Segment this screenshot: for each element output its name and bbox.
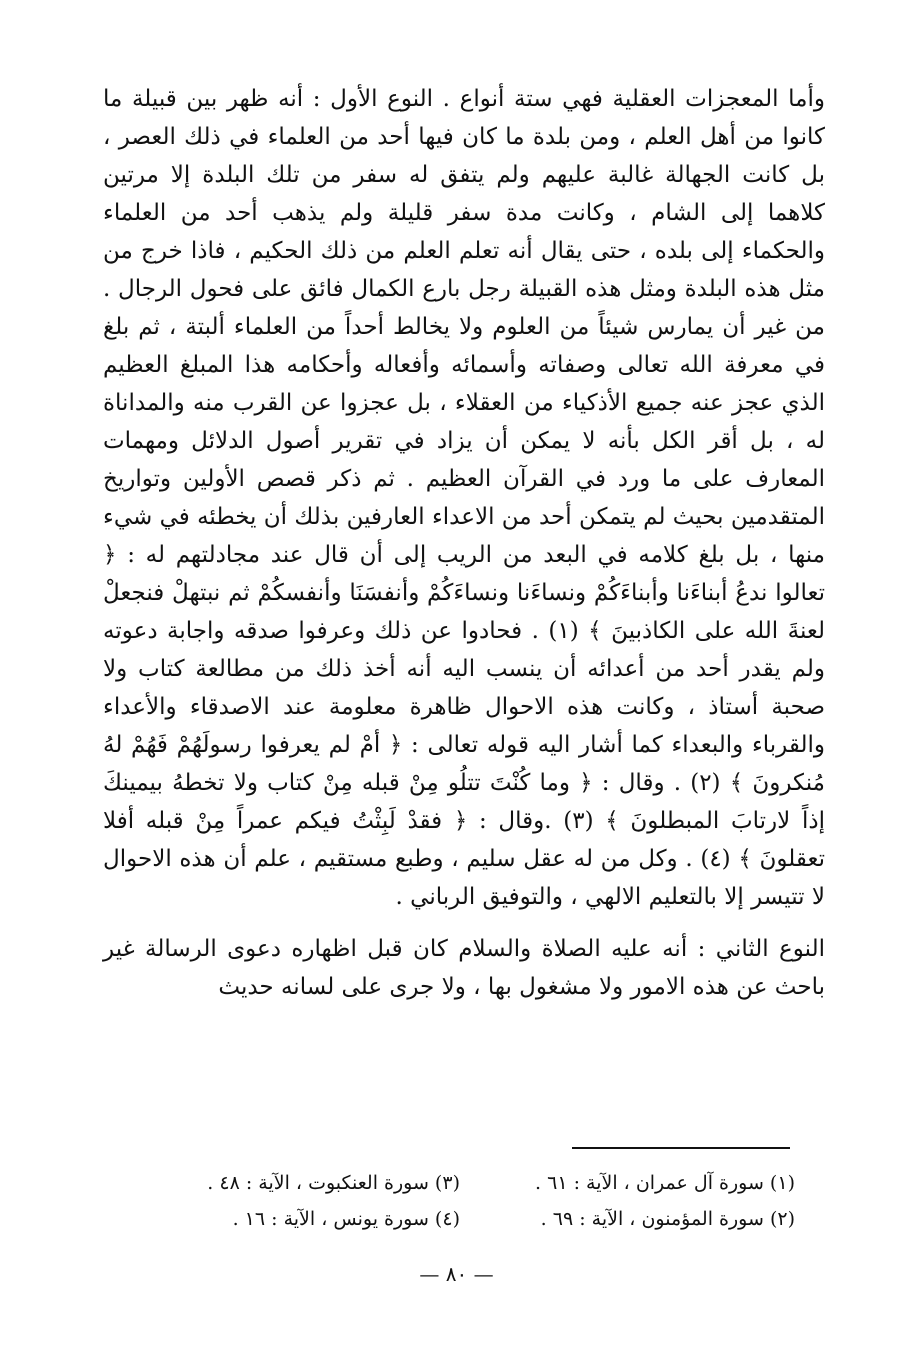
footnote-divider bbox=[572, 1147, 790, 1149]
footnote-4: (٤) سورة يونس ، الآية : ١٦ . bbox=[232, 1208, 460, 1230]
footnotes bbox=[155, 1165, 795, 1237]
page-number: — ٨٠ — bbox=[419, 1262, 494, 1286]
footnote-1: (١) سورة آل عمران ، الآية : ٦١ . bbox=[535, 1172, 795, 1194]
footnote-2: (٢) سورة المؤمنون ، الآية : ٦٩ . bbox=[540, 1208, 795, 1230]
paragraph: النوع الثاني : أنه عليه الصلاة والسلام كان قبل اظهاره دعوى الرسالة غير باحث عن هذه الامور ولا مشغول بها ، ولا جرى على لسانه حديث bbox=[103, 936, 825, 1000]
body-text bbox=[103, 80, 825, 1006]
paragraph: وأما المعجزات العقلية فهي ستة أنواع . النوع الأول : أنه ظهر بين قبيلة ما كانوا من أهل العلم ، ومن بلدة ما كان فيها أحد من العلماء في ذلك العصر ، بل كانت الجهالة غالبة عليهم ولم يتفق له سفر من تلك البلدة إلا مرتين كلاهما إلى الشام ، وكانت مدة سفر قليلة ولم يذهب أحد من العلماء والحكماء إلى بلده ، حتى يقال أنه تعلم العلم من ذلك الحكيم ، فاذا خرج من مثل هذه البلدة ومثل هذه القبيلة رجل بارع الكمال فائق على فحول الرجال . من غير أن يمارس شيئاً من العلوم ولا يخالط أحداً من العلماء ألبتة ، ثم بلغ في معرفة الله تعالى وصفاته وأسمائه وأفعاله وأحكامه هذا المبلغ العظيم الذي عجز عنه جميع الأذكياء من العقلاء ، بل عجزوا عن القرب منه والمداناة له ، بل أقر الكل بأنه لا يمكن أن يزاد في تقرير أصول الدلائل ومهمات المعارف على ما ورد في القرآن العظيم . ثم ذكر قصص الأولين وتواريخ المتقدمين بحيث لم يتمكن أحد من الاعداء العارفين بذلك أن يخطئه في شيء منها ، بل بلغ كلامه في البعد من الريب إلى أن قال عند مجادلتهم له : ﴿ تعالوا ندعُ أبناءَنا وأبناءَكُمْ ونساءَنا ونساءَكُمْ وأنفسَنَا وأنفسكُمْ ثم نبتهلْ فنجعلْ لعنةَ الله على الكاذبينَ ﴾ (١) . فحادوا عن ذلك وعرفوا صدقه واجابة دعوته ولم يقدر أحد من أعدائه أن ينسب اليه أنه أخذ ذلك من مطالعة كتاب ولا صحبة أستاذ ، وكانت هذه الاحوال ظاهرة معلومة عند الاصدقاء والأعداء والقرباء والبعداء كما أشار اليه قوله تعالى : ﴿ أمْ لم يعرفوا رسولَهُمْ فَهُمْ لهُ مُنكرونَ ﴾ (٢) . وقال : ﴿ وما كُنْتَ تتلُو مِنْ قبله مِنْ كتاب ولا تخطهُ بيمينكَ إذاً لارتابَ المبطلونَ ﴾ (٣) .وقال : ﴿ فقدْ لَبِثْتُ فيكم عمراً مِنْ قبله أفلا تعقلونَ ﴾ (٤) . وكل من له عقل سليم ، وطبع مستقيم ، علم أن هذه الاحوال لا تتيسر إلا بالتعليم الالهي ، والتوفيق الرباني . bbox=[103, 86, 825, 910]
footnote-3: (٣) سورة العنكبوت ، الآية : ٤٨ . bbox=[207, 1172, 460, 1194]
